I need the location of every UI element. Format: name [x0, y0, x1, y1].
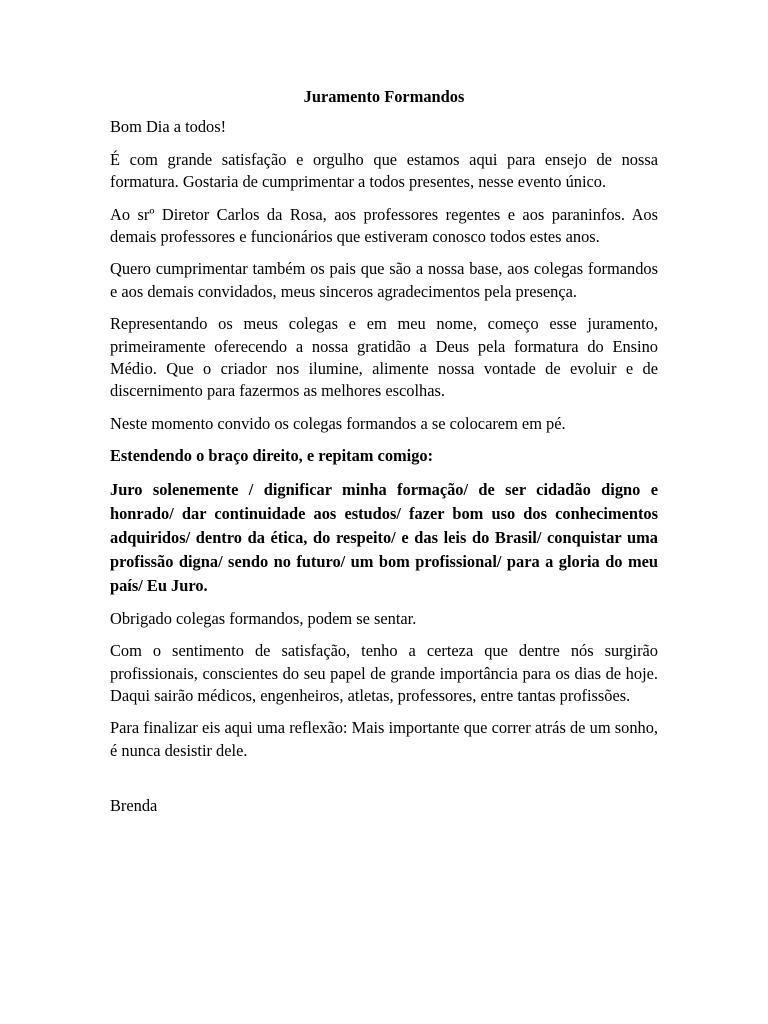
document-title: Juramento Formandos: [303, 87, 465, 106]
signature: Brenda: [110, 796, 158, 816]
professions-paragraph: Com o sentimento de satisfação, tenho a certeza que dentre nós surgirão profissionais, conscientes do seu papel de grande importância para os dias de hoje. Daqui sairão médicos, engenheiros, atletas, professores, entre tantas profissões.: [110, 641, 658, 705]
sit-down-paragraph: Obrigado colegas formandos, podem se sentar.: [110, 608, 417, 628]
reflection-paragraph: Para finalizar eis aqui uma reflexão: Mais importante que correr atrás de um sonho, é nunca desistir dele.: [110, 718, 658, 760]
oath-text: Juro solenemente / dignificar minha formação/ de ser cidadão digno e honrado/ dar continuidade aos estudos/ fazer bom uso dos conhecimentos adquiridos/ dentro da ética, do respeito/ e das leis do Brasil/ conquistar uma profissão digna/ sendo no futuro/ um bom profissional/ para a gloria do meu país/ Eu Juro.: [110, 479, 658, 595]
stand-invitation-paragraph: Neste momento convido os colegas formandos a se colocarem em pé.: [110, 413, 566, 433]
document-body: [110, 86, 658, 818]
greeting-paragraph: Bom Dia a todos!: [110, 117, 227, 137]
director-greeting-paragraph: Ao srº Diretor Carlos da Rosa, aos professores regentes e aos paraninfos. Aos demais professores e funcionários que estiveram conosco todos estes anos.: [110, 204, 658, 247]
oath-instruction: Estendendo o braço direito, e repitam comigo:: [110, 446, 434, 466]
representation-paragraph: Representando os meus colegas e em meu nome, começo esse juramento, primeiramente oferecendo a nossa gratidão a Deus pela formatura do Ensino Médio. Que o criador nos ilumine, alimente nossa vontade de evoluir e de discernimento para fazermos as melhores escolhas.: [110, 314, 658, 401]
opening-paragraph: É com grande satisfação e orgulho que estamos aqui para ensejo de nossa formatura. Gostaria de cumprimentar a todos presentes, nesse evento único.: [110, 149, 658, 192]
parents-greeting-paragraph: Quero cumprimentar também os pais que são a nossa base, aos colegas formandos e aos demais convidados, meus sinceros agradecimentos pela presença.: [110, 259, 658, 301]
